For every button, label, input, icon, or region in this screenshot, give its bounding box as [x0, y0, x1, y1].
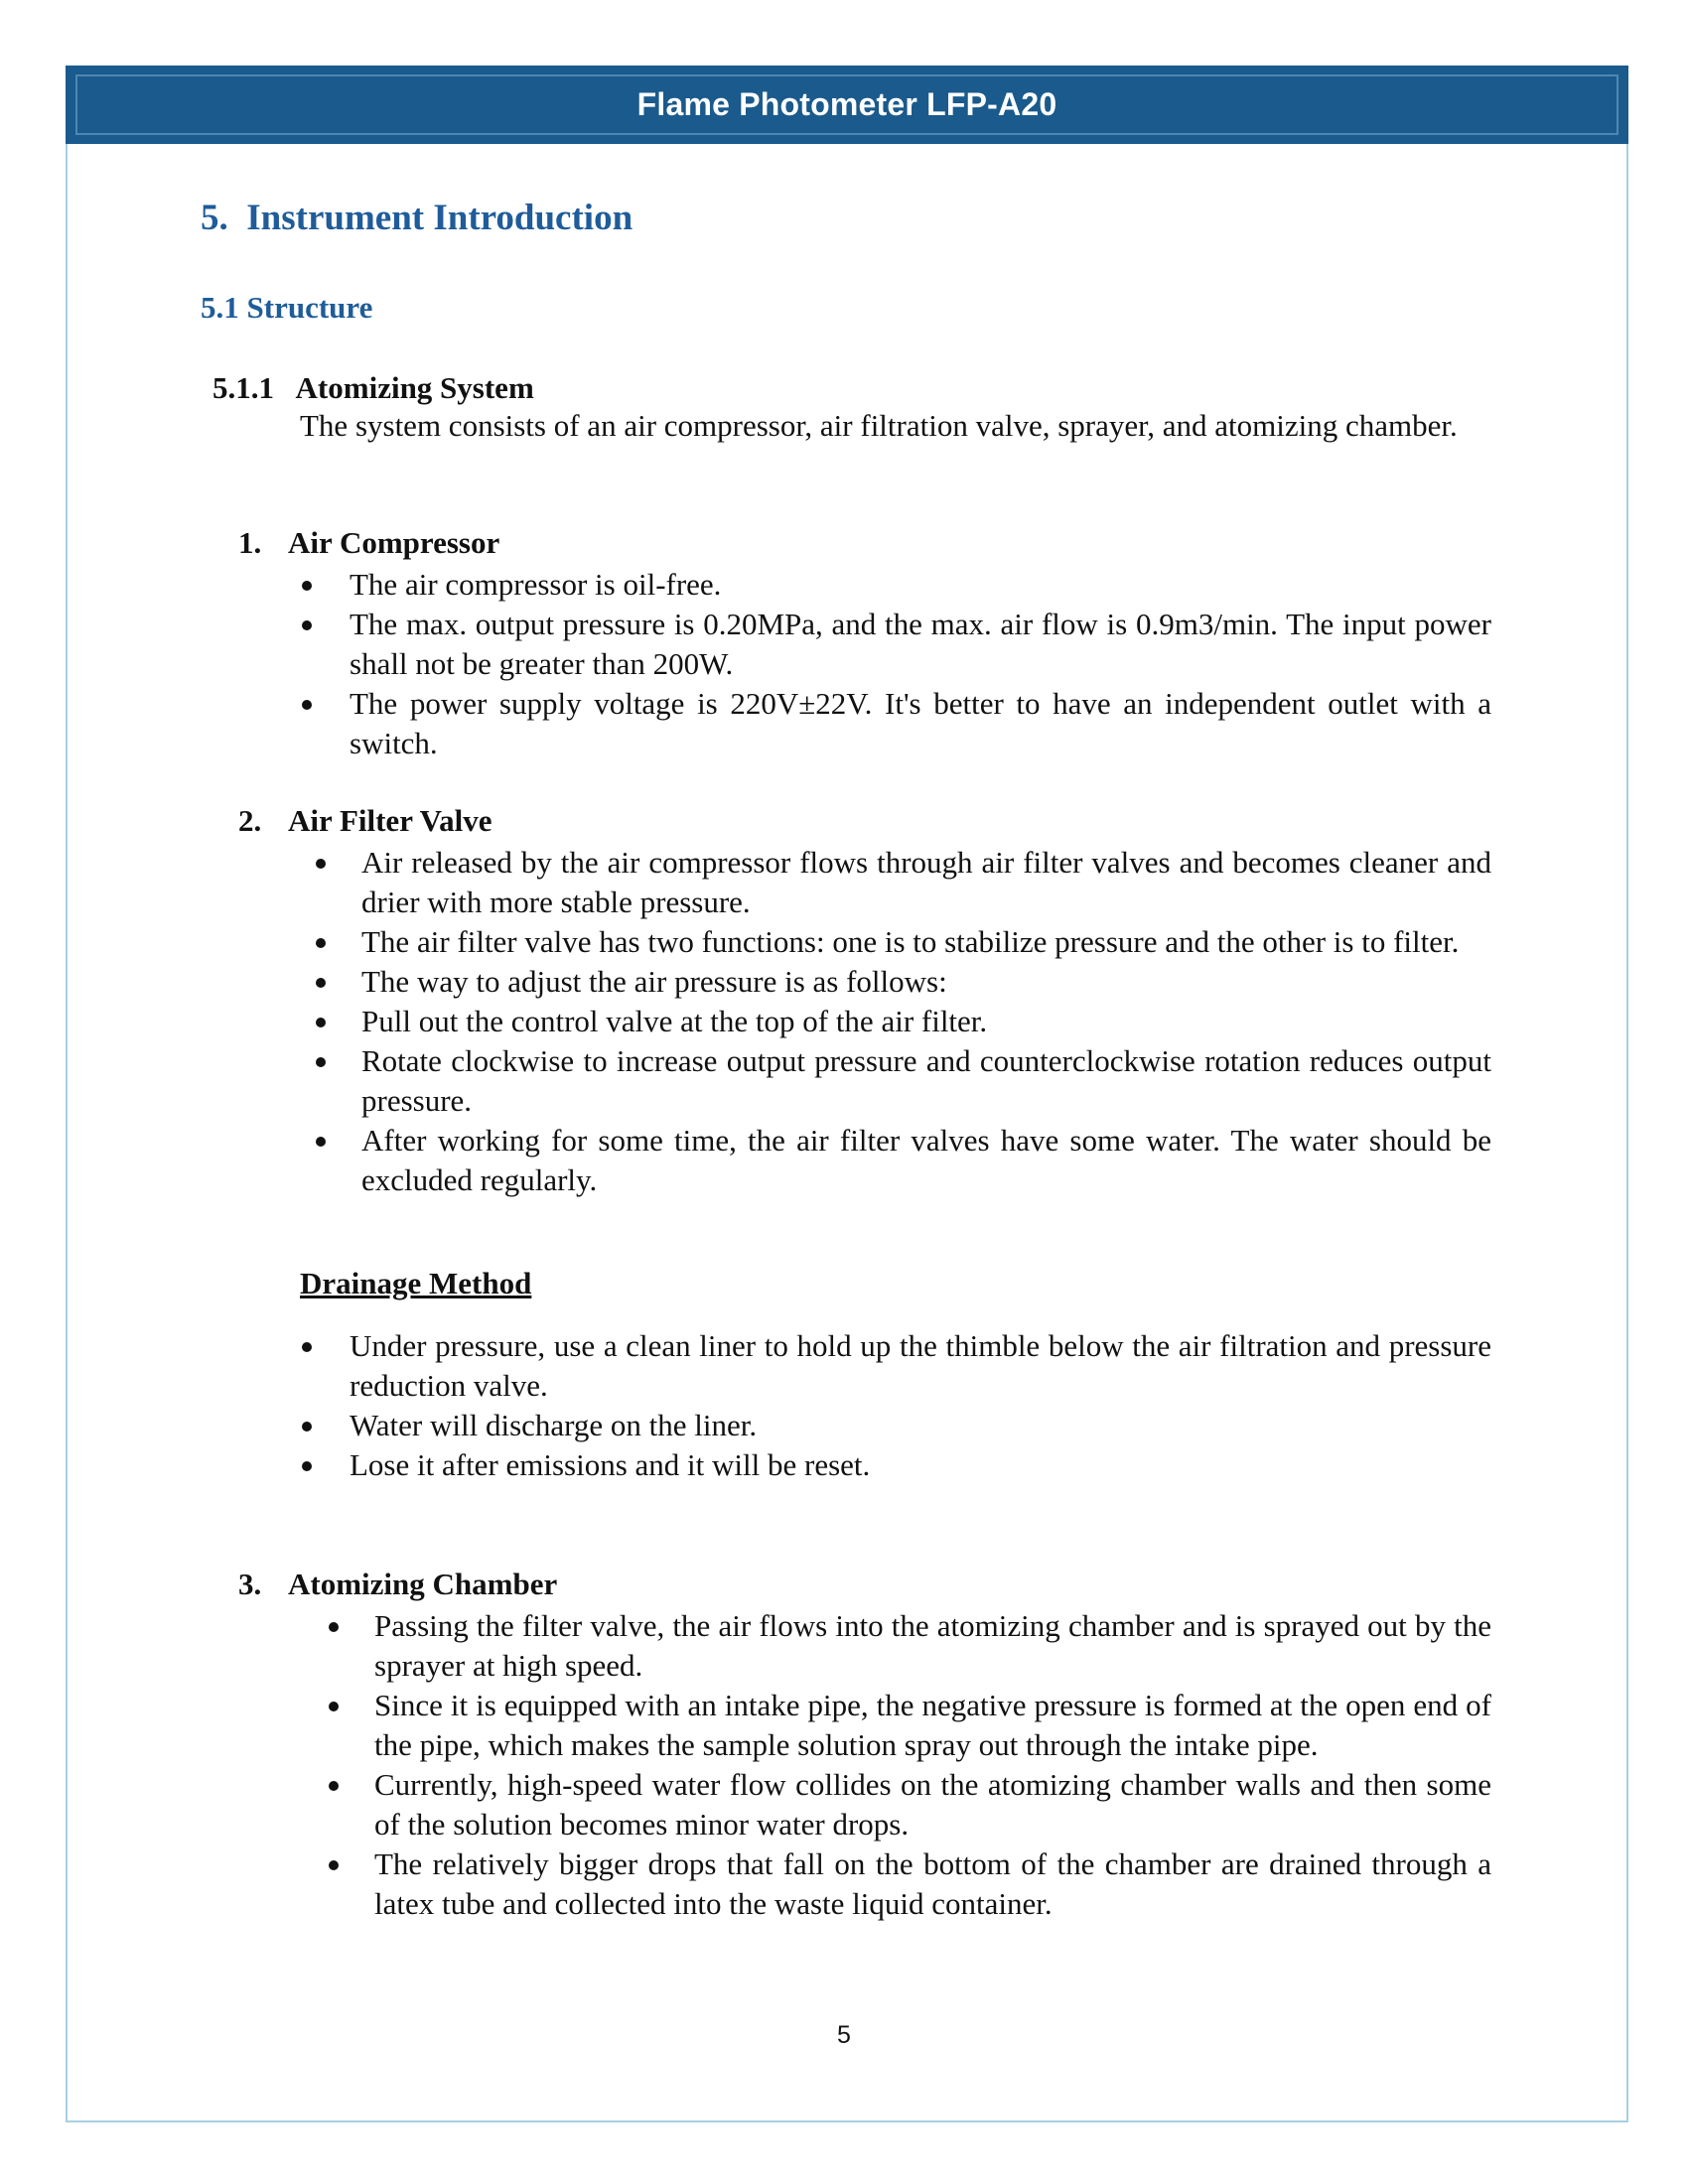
subsection-number: 5.1 [201, 290, 239, 325]
item-number: 1. [238, 525, 262, 560]
bullet-icon [329, 1702, 339, 1711]
item-title: Air Compressor [288, 525, 500, 560]
list-item: Currently, high-speed water flow collides on the atomizing chamber walls and then some of the solution becomes minor water drops. [374, 1765, 1491, 1844]
list-item: The power supply voltage is 220V±22V. It's better to have an independent outlet with a switch. [350, 684, 1491, 763]
bullet-list-air-compressor [350, 565, 1491, 763]
list-item: Rotate clockwise to increase output pressure and counterclockwise rotation reduces output pressure. [361, 1041, 1491, 1121]
list-item: Passing the filter valve, the air flows into the atomizing chamber and is sprayed out by the sprayer at high speed. [374, 1606, 1491, 1686]
item-title: Atomizing Chamber [288, 1567, 558, 1601]
document-header [66, 66, 1628, 144]
bullet-icon [316, 859, 326, 869]
item-number: 2. [238, 803, 262, 838]
bullet-icon [302, 620, 312, 630]
list-item: Air released by the air compressor flows through air filter valves and becomes cleaner and drier with more stable pressure. [361, 843, 1491, 922]
subsubsection-number: 5.1.1 [212, 370, 274, 405]
bullet-icon [302, 1342, 312, 1352]
subsection-heading [201, 290, 372, 326]
bullet-list-drainage-method [350, 1326, 1491, 1485]
bullet-icon [302, 1461, 312, 1471]
bullet-icon [329, 1622, 339, 1632]
subsubsection-title: Atomizing System [295, 370, 534, 405]
intro-paragraph: The system consists of an air compressor, air filtration valve, sprayer, and atomizing chamber. [300, 408, 1458, 443]
section-heading [201, 197, 633, 239]
bullet-list-atomizing-chamber [374, 1606, 1491, 1924]
item-title: Air Filter Valve [288, 803, 492, 838]
bullet-icon [316, 1057, 326, 1067]
list-item: Lose it after emissions and it will be reset. [350, 1445, 1491, 1485]
list-item: After working for some time, the air filter valves have some water. The water should be excluded regularly. [361, 1121, 1491, 1200]
item-number: 3. [238, 1567, 262, 1601]
list-item: The max. output pressure is 0.20MPa, and the max. air flow is 0.9m3/min. The input power shall not be greater than 200W. [350, 605, 1491, 684]
list-item: The air filter valve has two functions: one is to stabilize pressure and the other is to filter. [361, 922, 1491, 962]
bullet-icon [329, 1860, 339, 1870]
bullet-icon [302, 581, 312, 591]
bullet-icon [302, 700, 312, 710]
bullet-icon [316, 1018, 326, 1027]
list-item: Since it is equipped with an intake pipe, the negative pressure is formed at the open end of the pipe, which makes the sample solution spray out through the intake pipe. [374, 1686, 1491, 1765]
list-item: The way to adjust the air pressure is as follows: [361, 962, 1491, 1002]
drainage-method-heading: Drainage Method [300, 1266, 532, 1300]
item-heading-air-filter-valve [238, 803, 492, 839]
bullet-icon [329, 1781, 339, 1791]
item-heading-atomizing-chamber [238, 1567, 557, 1602]
section-title: Instrument Introduction [246, 198, 633, 238]
section-number: 5. [201, 198, 228, 238]
header-title: Flame Photometer LFP-A20 [636, 86, 1057, 122]
subsection-title: Structure [246, 290, 373, 325]
bullet-icon [316, 978, 326, 988]
list-item: The relatively bigger drops that fall on the bottom of the chamber are drained through a latex tube and collected into the waste liquid container. [374, 1844, 1491, 1924]
list-item: Pull out the control valve at the top of the air filter. [361, 1002, 1491, 1041]
subsubsection-heading [212, 370, 534, 406]
bullet-icon [316, 938, 326, 948]
page-number: 5 [837, 2021, 851, 2049]
bullet-list-air-filter-valve [361, 843, 1491, 1200]
list-item: The air compressor is oil-free. [350, 565, 1491, 605]
header-inner-border [75, 74, 1618, 135]
list-item: Water will discharge on the liner. [350, 1406, 1491, 1445]
item-heading-air-compressor [238, 525, 499, 561]
list-item: Under pressure, use a clean liner to hold up the thimble below the air filtration and pressure reduction valve. [350, 1326, 1491, 1406]
bullet-icon [316, 1137, 326, 1147]
bullet-icon [302, 1422, 312, 1432]
